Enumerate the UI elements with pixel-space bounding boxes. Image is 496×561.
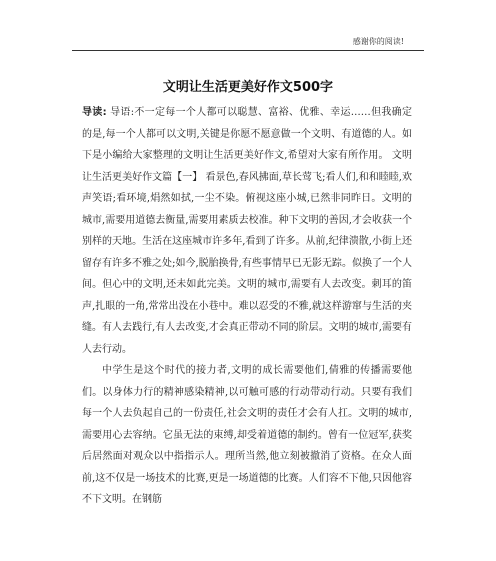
body-paragraph: 中学生是这个时代的接力者,文明的成长需要他们,倩雅的传播需要他们。以身体力行的精神感染精神,以可触可感的行动带动行动。只要有我们每一个人去负起自己的一份责任,社会文明的责任才会有人扛。文明的城市,需要用心去容纳。它虽无法的束缚,却受着道德的制约。曾有一位冠军,获奖后居然面对观众以中指指示人。理所当然,他立刻被撤消了资格。在众人面前,这不仅是一场技术的比赛,更是一场道德的比赛。人们容不下他,只因他容不下文明。在钢筋 <box>82 365 412 505</box>
lead-label: 导读: <box>82 107 107 118</box>
document-body <box>82 102 412 511</box>
header-divider <box>72 50 424 51</box>
lead-paragraph <box>82 102 412 360</box>
lead-text: 导语:不一定每一个人都可以聪慧、富裕、优雅、幸运……但我确定的是,每一个人都可以文明,关键是你愿不愿意做一个文明、有道德的人。如下是小编给大家整理的文明让生活更美好作文,希望对大家有所作用。 文明让生活更美好作文篇【一】 看景色,春风拂面,草长莺飞;看人们,和和睦睦,欢声笑语;看环境,焆然如拭,一尘不染。俯视这座小城,已然非同昨日。文明的城市,需要用道德去衡量,需要用素质去校准。种下文明的善因,才会收获一个别样的天地。生活在这座城市许多年,看到了许多。从前,纪律溃散,小街上还留存有许多不雅之处;如今,脱胎换骨,有些事情早已无影无踪。似换了一个人间。但心中的文明,还未如此完美。文明的城市,需要有人去改变。刺耳的笛声,扎眼的一角,常常出没在小巷中。难以忍受的不雅,就这样游窜与生活的夹缝。有人去践行,有人去改变,才会真正带动不同的阶层。文明的城市,需要有人去行动。 <box>82 107 412 355</box>
document-title: 文明让生活更美好作文500字 <box>162 80 334 95</box>
header-note: 感谢你的阅读! <box>352 37 404 46</box>
